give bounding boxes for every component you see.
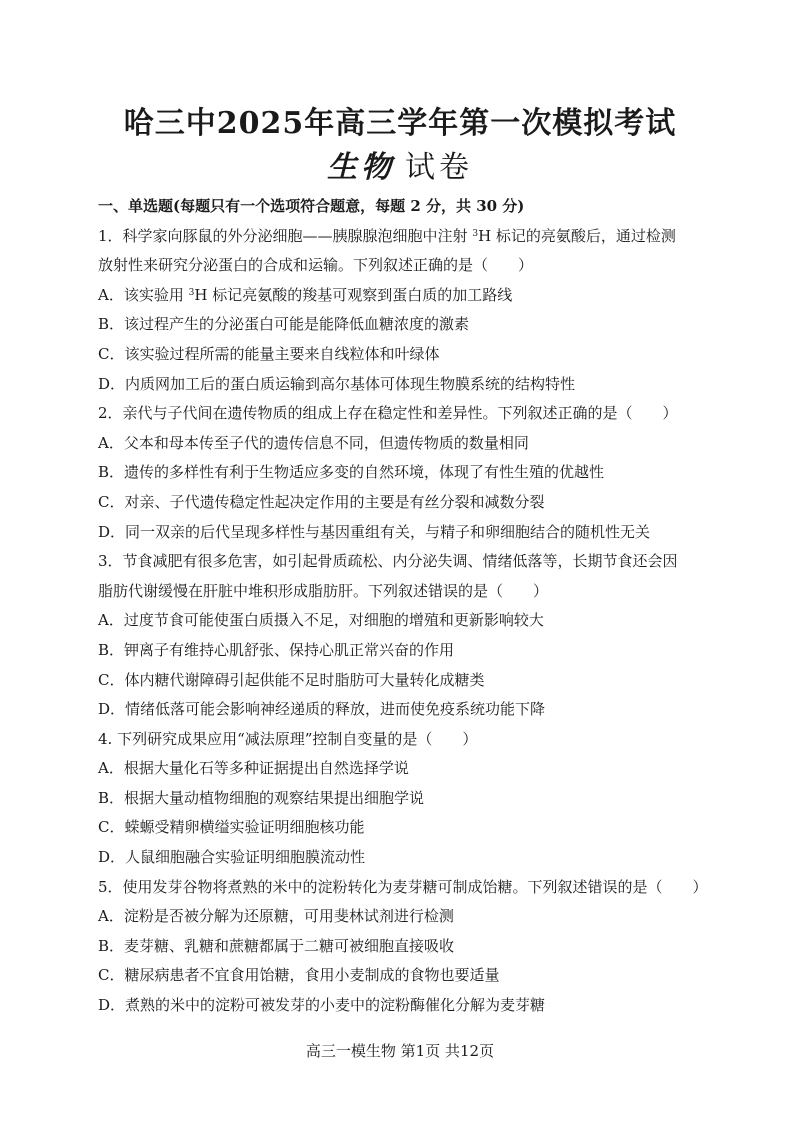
option-a: A．过度节食可能使蛋白质摄入不足，对细胞的增殖和更新影响较大 (98, 611, 544, 630)
exam-content (98, 192, 718, 1021)
option-d: D．情绪低落可能会影响神经递质的释放，进而使免疫系统功能下降 (98, 700, 546, 719)
section-heading: 一、单选题(每题只有一个选项符合题意，每题 2 分，共 30 分) (98, 197, 525, 215)
exam-subtitle (0, 142, 800, 186)
question-stem: 1．科学家向豚鼠的外分泌细胞——胰腺腺泡细胞中注射 $^3$H 标记的亮氨酸后，通过检测 (98, 226, 676, 245)
isotope-superscript: 3 (188, 287, 195, 298)
question-3 (98, 547, 718, 725)
option-b: B．根据大量动植物细胞的观察结果提出细胞学说 (98, 788, 425, 807)
page-footer: 高三一模生物 第1页 共12页 (305, 1042, 495, 1060)
question-1 (98, 222, 718, 400)
option-a: A．该实验用 $^3$H 标记亮氨酸的羧基可观察到蛋白质的加工路线 (98, 285, 513, 304)
option-c: C．蝾螈受精卵横缢实验证明细胞核功能 (98, 818, 365, 837)
option-b: B．麦芽糖、乳糖和蔗糖都属于二糖可被细胞直接吸收 (98, 936, 455, 955)
question-stem: 脂肪代谢缓慢在肝脏中堆积形成脂肪肝。下列叙述错误的是（ ） (98, 581, 549, 600)
question-5 (98, 873, 718, 1021)
option-d: D．同一双亲的后代呈现多样性与基因重组有关，与精子和卵细胞结合的随机性无关 (98, 522, 651, 541)
isotope-superscript: 3 (472, 228, 479, 239)
option-c: C．对亲、子代遗传稳定性起决定作用的主要是有丝分裂和减数分裂 (98, 492, 545, 511)
option-c: C．体内糖代谢障碍引起供能不足时脂肪可大量转化成糖类 (98, 670, 485, 689)
option-a: A．根据大量化石等多种证据提出自然选择学说 (98, 759, 409, 778)
exam-title: 哈三中2025年高三学年第一次模拟考试 (123, 106, 677, 141)
paper-label: 试卷 (405, 150, 473, 185)
subject-name: 生物 (327, 150, 395, 185)
option-a: A．淀粉是否被分解为还原糖，可用斐林试剂进行检测 (98, 907, 454, 926)
option-d: D．煮熟的米中的淀粉可被发芽的小麦中的淀粉酶催化分解为麦芽糖 (98, 996, 546, 1015)
question-stem: 3．节食减肥有很多危害，如引起骨质疏松、内分泌失调、情绪低落等，长期节食还会因 (98, 552, 678, 571)
question-stem: 5．使用发芽谷物将煮熟的米中的淀粉转化为麦芽糖可制成饴糖。下列叙述错误的是（ ） (98, 877, 708, 896)
option-d: D．内质网加工后的蛋白质运输到高尔基体可体现生物膜系统的结构特性 (98, 374, 576, 393)
option-b: B．遗传的多样性有利于生物适应多变的自然环境，体现了有性生殖的优越性 (98, 463, 605, 482)
option-d: D．人鼠细胞融合实验证明细胞膜流动性 (98, 848, 366, 867)
option-b: B．该过程产生的分泌蛋白可能是能降低血糖浓度的激素 (98, 315, 470, 334)
option-c: C．糖尿病患者不宜食用饴糖，食用小麦制成的食物也要适量 (98, 966, 500, 985)
option-c: C．该实验过程所需的能量主要来自线粒体和叶绿体 (98, 344, 440, 363)
option-a: A．父本和母本传至子代的遗传信息不同，但遗传物质的数量相同 (98, 433, 529, 452)
option-b: B．钾离子有维持心肌舒张、保持心肌正常兴奋的作用 (98, 640, 455, 659)
question-2 (98, 399, 718, 547)
question-4 (98, 725, 718, 873)
question-list (98, 222, 718, 1021)
question-stem: 放射性来研究分泌蛋白的合成和运输。下列叙述正确的是（ ） (98, 256, 534, 275)
question-stem: 4. 下列研究成果应用“减法原理”控制自变量的是（ ） (98, 729, 478, 748)
question-stem: 2．亲代与子代间在遗传物质的组成上存在稳定性和差异性。下列叙述正确的是（ ） (98, 404, 678, 423)
